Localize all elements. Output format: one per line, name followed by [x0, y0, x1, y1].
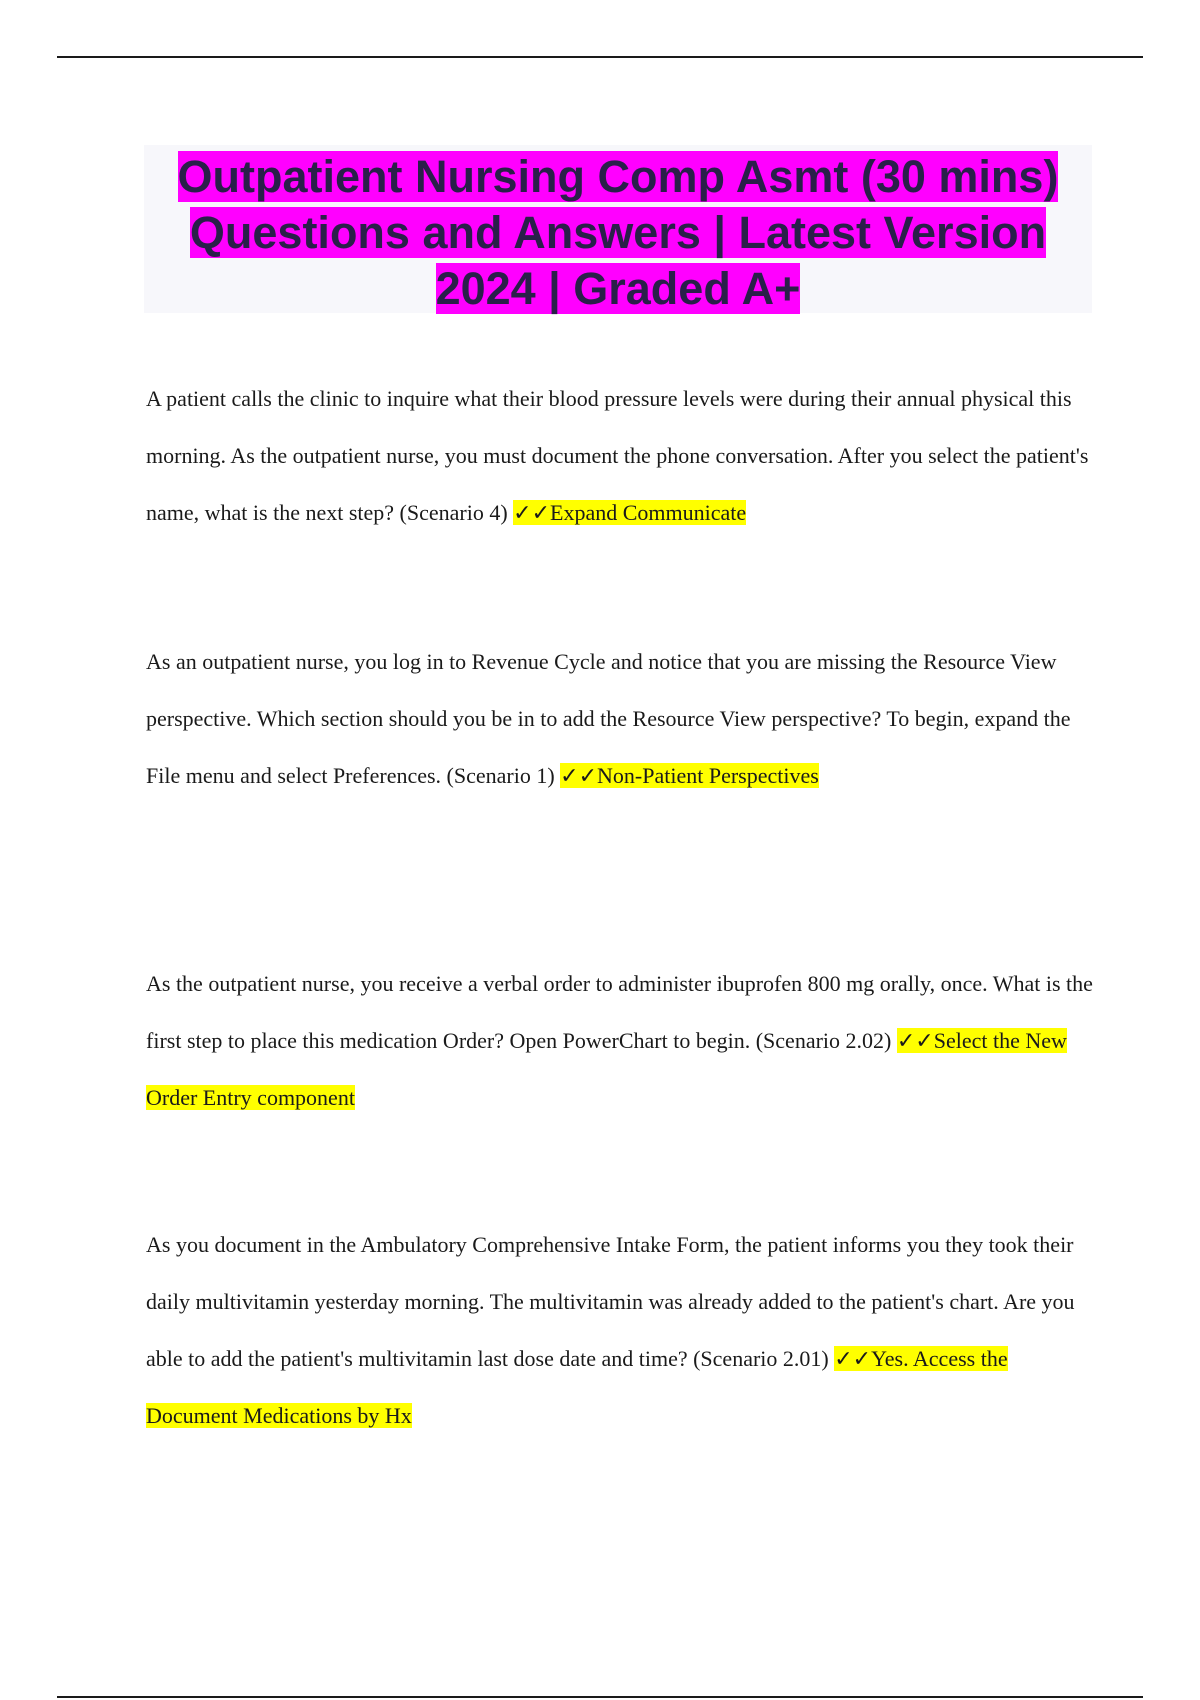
- qa-item-1: [146, 370, 1096, 541]
- top-rule: [57, 56, 1143, 58]
- question-text: As you document in the Ambulatory Comprehensive Intake Form, the patient informs you they took their daily multivitamin yesterday morning. The multivitamin was already added to the patient's chart. Are you able to add the patient's multivitamin last dose date and time? (Scenario 2.01): [146, 1232, 1075, 1371]
- answer-text: ✓✓Non-Patient Perspectives: [560, 763, 819, 788]
- title-banner: [144, 145, 1092, 313]
- document-title: [144, 145, 1092, 317]
- question-text: As the outpatient nurse, you receive a verbal order to administer ibuprofen 800 mg orally, once. What is the first step to place this medication Order? Open PowerChart to begin. (Scenario 2.02): [146, 971, 1093, 1053]
- qa-item-2: [146, 633, 1096, 804]
- title-highlight: Outpatient Nursing Comp Asmt (30 mins) Questions and Answers | Latest Version 2024 | Graded A+: [177, 151, 1059, 314]
- question-text: A patient calls the clinic to inquire what their blood pressure levels were during their annual physical this morning. As the outpatient nurse, you must document the phone conversation. After you select the patient's name, what is the next step? (Scenario 4): [146, 386, 1089, 525]
- answer-text: ✓✓Yes. Access the Document Medications by Hx: [146, 1346, 1008, 1428]
- question-text: As an outpatient nurse, you log in to Revenue Cycle and notice that you are missing the Resource View perspective. Which section should you be in to add the Resource View perspective? To begin, expand the File menu and select Preferences. (Scenario 1): [146, 649, 1071, 788]
- qa-item-3: [146, 955, 1096, 1126]
- answer-text: ✓✓Select the New Order Entry component: [146, 1028, 1067, 1110]
- qa-item-4: [146, 1216, 1096, 1444]
- answer-text: ✓✓Expand Communicate: [513, 500, 747, 525]
- bottom-rule: [57, 1696, 1143, 1698]
